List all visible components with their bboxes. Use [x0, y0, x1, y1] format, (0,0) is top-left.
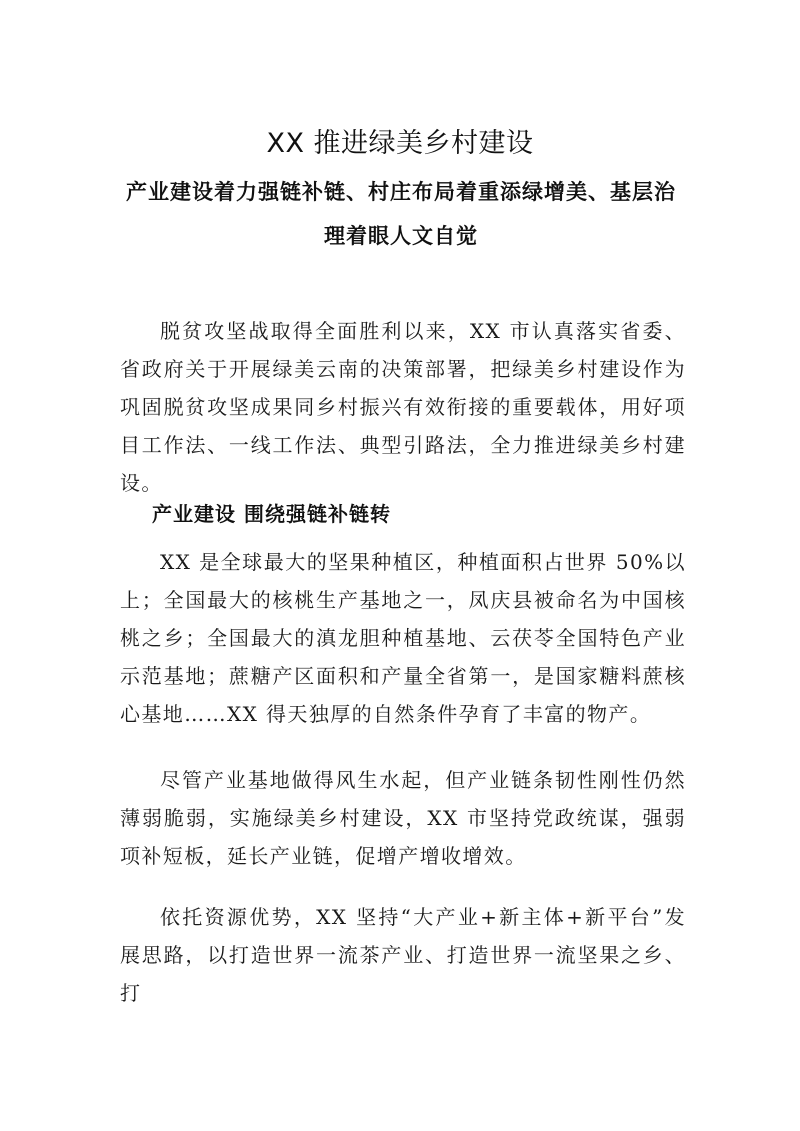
- document-title: XX 推进绿美乡村建设: [266, 128, 534, 159]
- section-heading: 产业建设 围绕强链补链转: [152, 502, 391, 526]
- paragraph-development-approach: 依托资源优势，XX 坚持“大产业+新主体+新平台”发展思路，以打造世界一流茶产业、打造世界一流坚果之乡、打: [120, 905, 686, 1005]
- paragraph-resources: XX 是全球最大的坚果种植区，种植面积占世界 50%以上；全国最大的核桃生产基地之一，凤庆县被命名为中国核桃之乡；全国最大的滇龙胆种植基地、云茯苓全国特色产业示范基地；蔗糖产区面积和产量全省第一，是国家糖料蔗核心基地……XX 得天独厚的自然条件孕育了丰富的物产。: [120, 550, 686, 726]
- paragraph-intro: 脱贫攻坚战取得全面胜利以来，XX 市认真落实省委、省政府关于开展绿美云南的决策部署，把绿美乡村建设作为巩固脱贫攻坚成果同乡村振兴有效衔接的重要载体，用好项目工作法、一线工作法、典型引路法，全力推进绿美乡村建设。: [120, 319, 686, 495]
- document-subtitle: 产业建设着力强链补链、村庄布局着重添绿增美、基层治理着眼人文自觉: [126, 179, 676, 248]
- paragraph-industry-chain: 尽管产业基地做得风生水起，但产业链条韧性刚性仍然薄弱脆弱，实施绿美乡村建设，XX 市坚持党政统谋，强弱项补短板，延长产业链，促增产增收增效。: [120, 768, 686, 868]
